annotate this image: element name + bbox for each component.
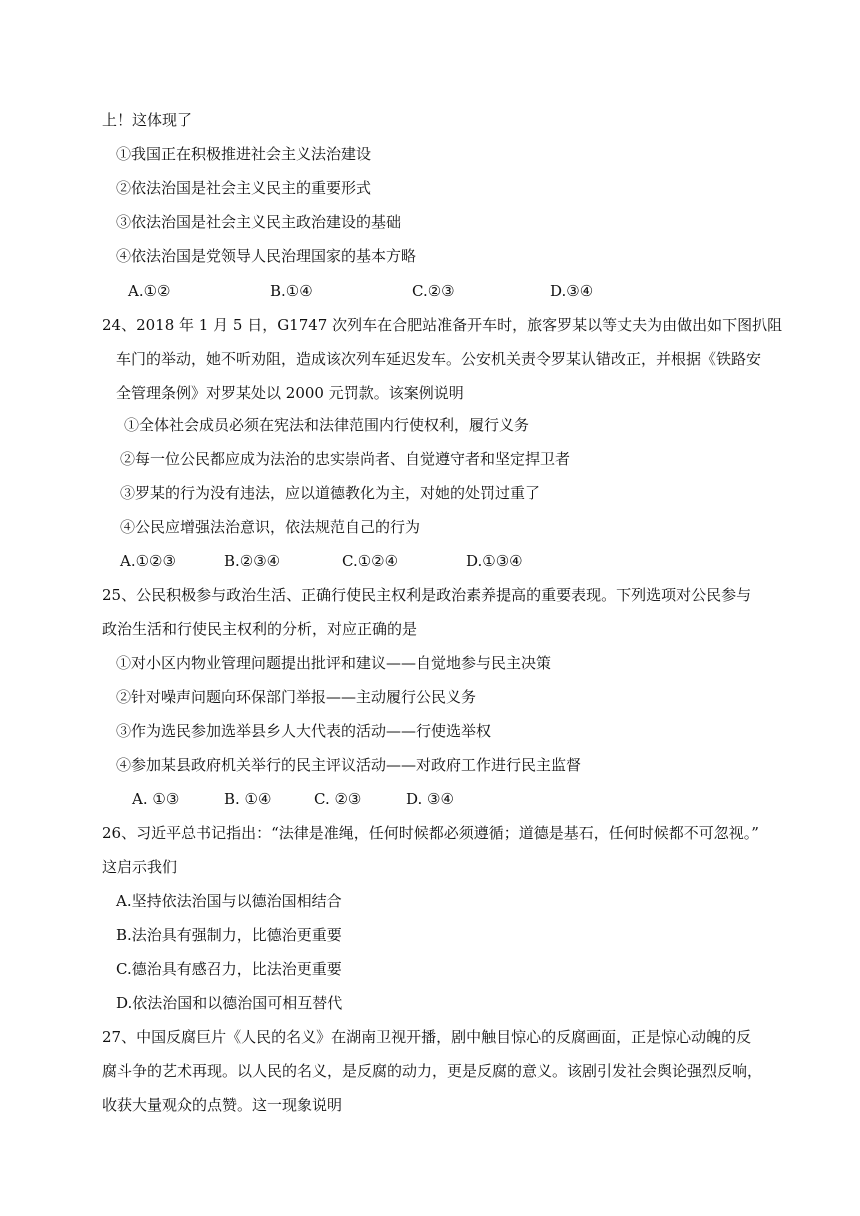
- q25-item-4: ④参加某县政府机关举行的民主评议活动——对政府工作进行民主监督: [116, 756, 582, 774]
- q24-stem-line-3: 全管理条例》对罗某处以 2000 元罚款。该案例说明: [116, 384, 464, 402]
- q26-option-d: D.依法治国和以德治国可相互替代: [116, 994, 343, 1012]
- q23-option-c: C.②③: [412, 282, 455, 300]
- q24-stem-line-1: 24、2018 年 1 月 5 日，G1747 次列车在合肥站准备开车时，旅客罗某以等丈夫为由做出如下图扒阻: [102, 316, 783, 334]
- q24-option-c: C.①②④: [342, 552, 399, 570]
- q26-stem-line-1: 26、习近平总书记指出：“法律是准绳，任何时候都必须遵循；道德是基石，任何时候都不可忽视。”: [102, 824, 759, 842]
- q23-option-a: A.①②: [128, 282, 171, 300]
- q27-stem-line-2: 腐斗争的艺术再现。以人民的名义，是反腐的动力，更是反腐的意义。该剧引发社会舆论强烈反响，: [102, 1062, 763, 1080]
- q23-option-b: B.①④: [270, 282, 313, 300]
- q23-item-2: ②依法治国是社会主义民主的重要形式: [116, 179, 372, 197]
- q26-option-c: C.德治具有感召力，比法治更重要: [116, 960, 342, 978]
- q24-option-d: D.①③④: [466, 552, 523, 570]
- q25-stem-line-2: 政治生活和行使民主权利的分析，对应正确的是: [102, 620, 418, 638]
- q25-option-d: D. ③④: [406, 790, 454, 808]
- q25-option-a: A. ①③: [132, 790, 180, 808]
- q24-stem-line-2: 车门的举动，她不听劝阻，造成该次列车延迟发车。公安机关责令罗某认错改正，并根据《铁路安: [116, 350, 762, 368]
- q25-item-2: ②针对噪声问题向环保部门举报——主动履行公民义务: [116, 688, 477, 706]
- q27-stem-line-3: 收获大量观众的点赞。这一现象说明: [102, 1096, 343, 1114]
- q25-stem-line-1: 25、公民积极参与政治生活、正确行使民主权利是政治素养提高的重要表现。下列选项对公民参与: [102, 586, 752, 604]
- q24-option-a: A.①②③: [120, 552, 176, 570]
- q26-option-b: B.法治具有强制力，比德治更重要: [116, 926, 342, 944]
- q23-option-d: D.③④: [550, 282, 594, 300]
- q25-item-3: ③作为选民参加选举县乡人大代表的活动——行使选举权: [116, 722, 492, 740]
- q25-option-b: B. ①④: [224, 790, 272, 808]
- q24-item-1: ①全体社会成员必须在宪法和法律范围内行使权利，履行义务: [124, 416, 530, 434]
- q23-item-4: ④依法治国是党领导人民治理国家的基本方略: [116, 247, 417, 265]
- q25-option-c: C. ②③: [314, 790, 362, 808]
- q23-stem-continuation: 上！这体现了: [102, 111, 193, 129]
- q24-item-4: ④公民应增强法治意识，依法规范自己的行为: [120, 518, 421, 536]
- q24-item-2: ②每一位公民都应成为法治的忠实崇尚者、自觉遵守者和坚定捍卫者: [120, 450, 571, 468]
- q24-item-3: ③罗某的行为没有违法，应以道德教化为主，对她的处罚过重了: [120, 484, 541, 502]
- q27-stem-line-1: 27、中国反腐巨片《人民的名义》在湖南卫视开播，剧中触目惊心的反腐画面，正是惊心动魄的反: [102, 1028, 752, 1046]
- q23-item-3: ③依法治国是社会主义民主政治建设的基础: [116, 213, 402, 231]
- q23-item-1: ①我国正在积极推进社会主义法治建设: [116, 145, 372, 163]
- q26-stem-line-2: 这启示我们: [102, 858, 178, 876]
- q24-option-b: B.②③④: [224, 552, 281, 570]
- q25-item-1: ①对小区内物业管理问题提出批评和建议——自觉地参与民主决策: [116, 654, 552, 672]
- q26-option-a: A.坚持依法治国与以德治国相结合: [116, 892, 342, 910]
